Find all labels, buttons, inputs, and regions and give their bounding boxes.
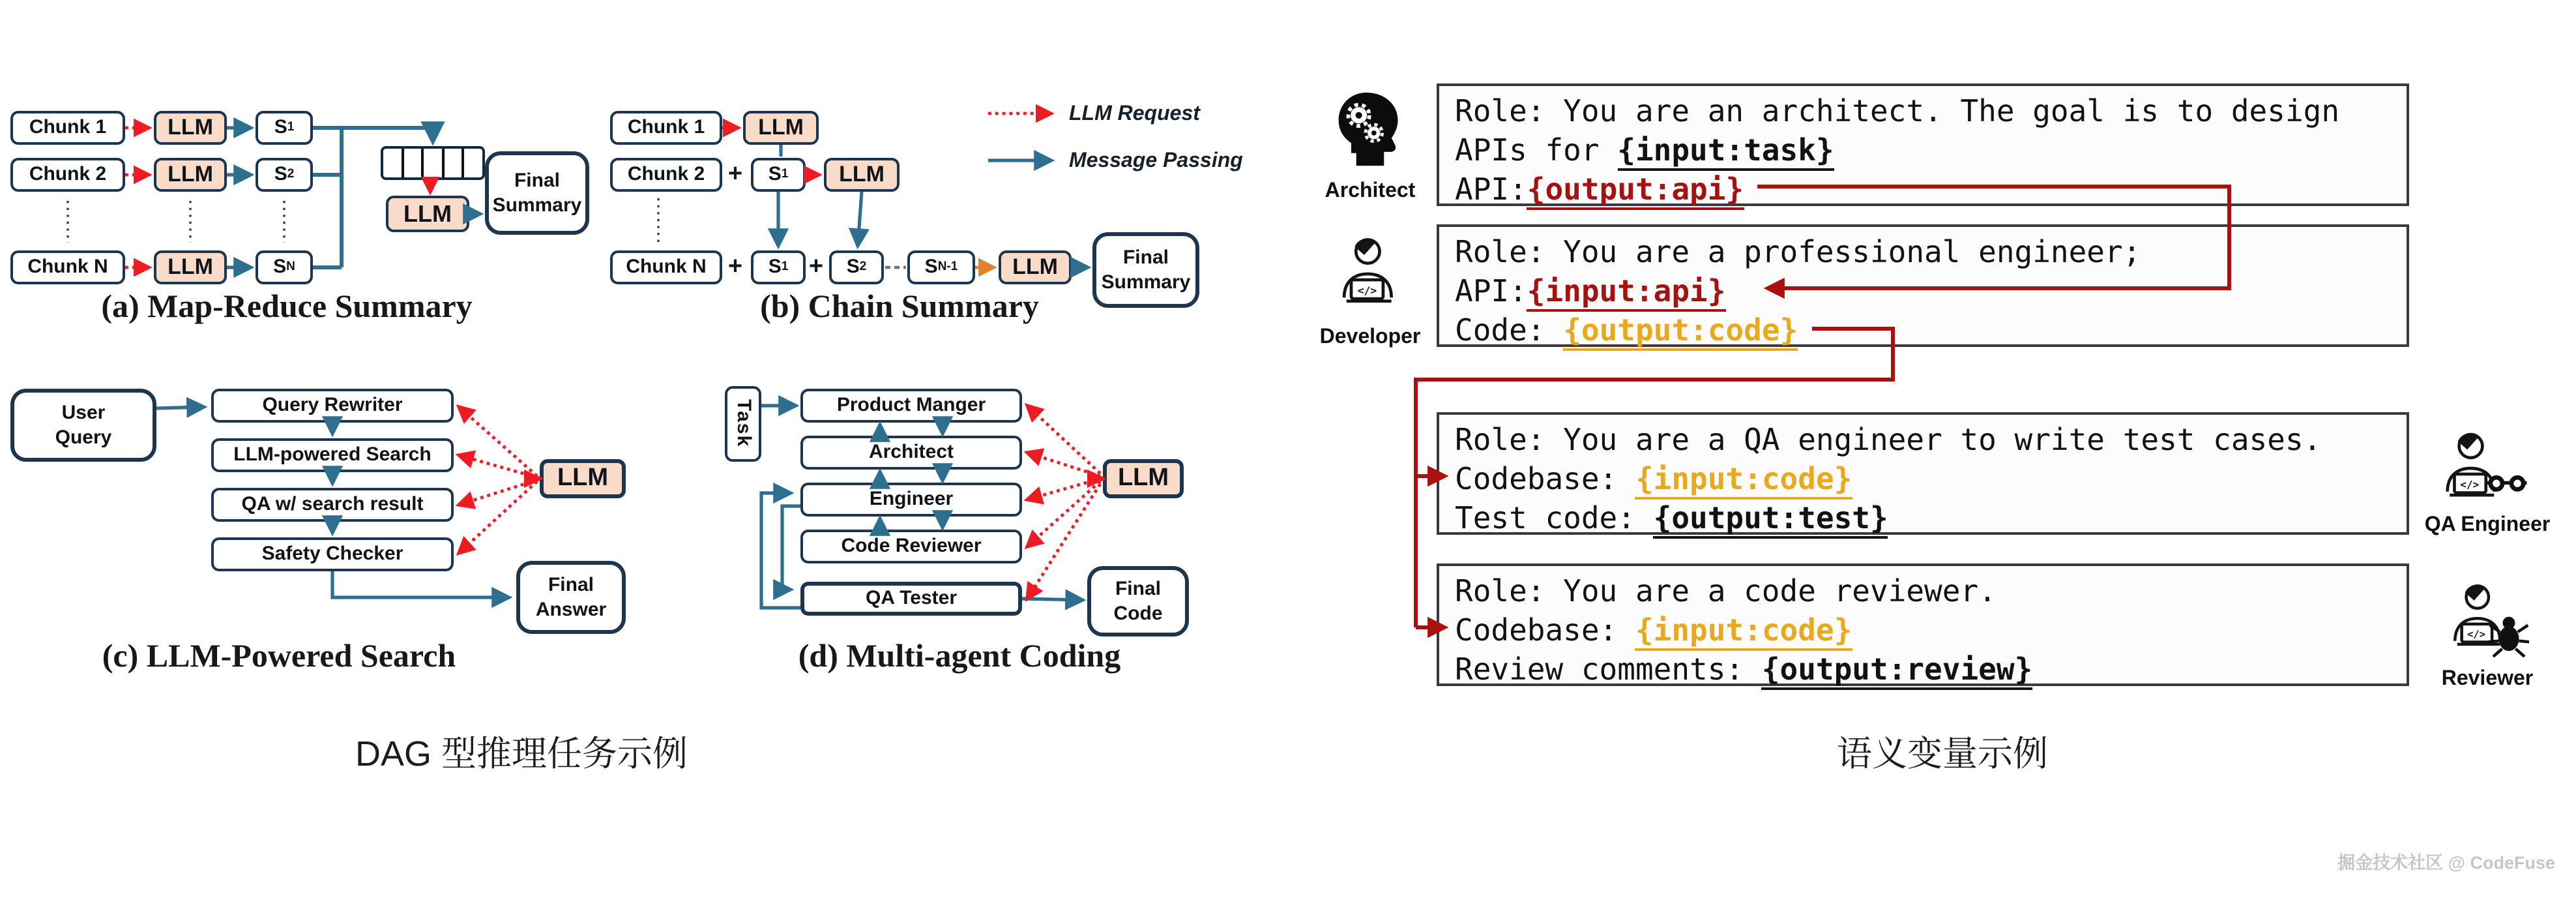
qa-output-line: Test code: {output:test} [1455, 500, 2391, 539]
b-llm-2: LLM [824, 158, 900, 192]
developer-label: Developer [1319, 326, 1421, 348]
a-final-summary: Final Summary [485, 151, 589, 235]
b-s1-row3: S 1 [751, 250, 806, 284]
left-figure-caption: DAG 型推理任务示例 [355, 734, 688, 773]
a-chunk-n-label: Chunk N [27, 256, 108, 278]
svg-text:</>: </> [1357, 284, 1377, 297]
a-chunk-1 [10, 111, 125, 145]
a-sn: S N [256, 250, 313, 284]
c-final-answer: Final Answer [516, 561, 626, 634]
b-llm-1: LLM [743, 111, 819, 145]
c-llm-request-arrows [459, 407, 544, 553]
a-caption: (a) Map-Reduce Summary [101, 290, 473, 325]
a-llm-1-label: LLM [168, 115, 213, 140]
a-llm-3: LLM [154, 250, 227, 284]
a-llm-2: LLM [154, 158, 227, 192]
b-caption: (b) Chain Summary [760, 290, 1039, 325]
b-plus-2: + [727, 253, 743, 280]
d-task [725, 386, 761, 462]
qa-input-line: Codebase: {input:code} [1455, 460, 2391, 500]
output-api-token: {output:api} [1527, 173, 1744, 210]
developer-icon [1332, 235, 1408, 321]
a-s1: S 1 [256, 111, 313, 145]
c-user-query: User Query [10, 389, 156, 462]
c-step-qa-search-result: QA w/ search result [211, 488, 454, 522]
d-llm: LLM [1103, 459, 1184, 498]
d-final-code: Final Code [1087, 566, 1189, 637]
svg-text:</>: </> [2467, 628, 2486, 640]
role-box-qa-engineer [1437, 412, 2409, 535]
d-caption: (d) Multi-agent Coding [798, 639, 1121, 674]
input-code-token: {input:code} [1635, 463, 1852, 500]
svg-text:</>: </> [2460, 478, 2480, 491]
a-s2: S 2 [256, 158, 313, 192]
developer-output-line: Code: {output:code} [1455, 312, 2391, 351]
qa-engineer-label: QA Engineer [2424, 514, 2551, 536]
input-api-token: {input:api} [1527, 275, 1726, 312]
a-chunk-1-label: Chunk 1 [29, 116, 107, 139]
output-review-token: {output:review} [1762, 653, 2032, 690]
role-box-reviewer [1437, 563, 2409, 686]
reviewer-icon [2448, 582, 2529, 660]
reviewer-input-line: Codebase: {input:code} [1455, 612, 2391, 651]
reviewer-label: Reviewer [2441, 668, 2534, 690]
architect-output-line: API:{output:api} [1455, 171, 2391, 210]
b-s1-row2: S 1 [751, 158, 806, 192]
b-sn1: S N-1 [907, 250, 975, 284]
a-chunk-2 [10, 158, 125, 192]
output-test-token: {output:test} [1654, 502, 1888, 539]
b-llm-request-arrows [722, 128, 993, 267]
d-agent-engineer: Engineer [800, 483, 1022, 517]
c-caption: (c) LLM-Powered Search [102, 639, 456, 674]
watermark: 掘金技术社区 @ CodeFuse [2337, 853, 2555, 873]
d-task-label: Task [732, 399, 755, 449]
role-box-developer [1437, 224, 2409, 347]
d-agent-product-manager: Product Manger [800, 389, 1022, 423]
legend-llm-request-label: LLM Request [1069, 103, 1200, 125]
role-box-architect [1437, 83, 2409, 206]
legend-message-passing-label: Message Passing [1069, 150, 1243, 172]
a-llm-reduce [386, 196, 469, 232]
d-agent-qa-tester: QA Tester [800, 582, 1022, 616]
developer-input-line: API:{input:api} [1455, 273, 2391, 312]
b-llm-3: LLM [999, 250, 1072, 284]
input-task-token: {input:task} [1617, 134, 1834, 171]
b-plus-3: + [808, 253, 824, 280]
qa-role-line: Role: You are a QA engineer to write test cases. [1455, 424, 2322, 458]
c-llm: LLM [540, 459, 626, 498]
c-step-safety-checker: Safety Checker [211, 537, 454, 571]
c-step-query-rewriter: Query Rewriter [211, 389, 454, 423]
a-ellipsis-dots [68, 201, 284, 243]
architect-role-line: Role: You are an architect. The goal is to design [1455, 95, 2340, 129]
reviewer-output-line: Review comments: {output:review} [1455, 651, 2391, 690]
a-llm-reduce-label: LLM [403, 200, 452, 227]
b-plus-1: + [727, 160, 743, 188]
a-chunk-n [10, 250, 125, 284]
glasses-icon [2487, 475, 2527, 492]
output-code-token: {output:code} [1563, 314, 1798, 351]
d-agent-code-reviewer: Code Reviewer [800, 530, 1022, 563]
input-code-token-2: {input:code} [1635, 614, 1852, 651]
d-agent-architect: Architect [800, 436, 1022, 470]
b-chunk-n: Chunk N [610, 250, 722, 284]
reviewer-role-line: Role: You are a code reviewer. [1455, 575, 1997, 609]
architect-label: Architect [1325, 180, 1416, 202]
a-llm-1 [154, 111, 227, 145]
b-chunk-1: Chunk 1 [610, 111, 722, 145]
a-chunk-2-label: Chunk 2 [29, 163, 107, 186]
b-s2-row3: S 2 [829, 250, 884, 284]
b-chunk-2: Chunk 2 [610, 158, 722, 192]
architect-icon [1332, 89, 1408, 172]
a-aggregation-queue [381, 146, 485, 180]
architect-input-line: APIs for {input:task} [1455, 132, 2391, 171]
b-final-summary: Final Summary [1092, 232, 1199, 308]
developer-role-line: Role: You are a professional engineer; [1455, 236, 2141, 270]
right-figure-caption: 语义变量示例 [1837, 734, 2048, 773]
qa-engineer-icon [2440, 430, 2529, 506]
c-step-llm-powered-search: LLM-powered Search [211, 438, 454, 472]
